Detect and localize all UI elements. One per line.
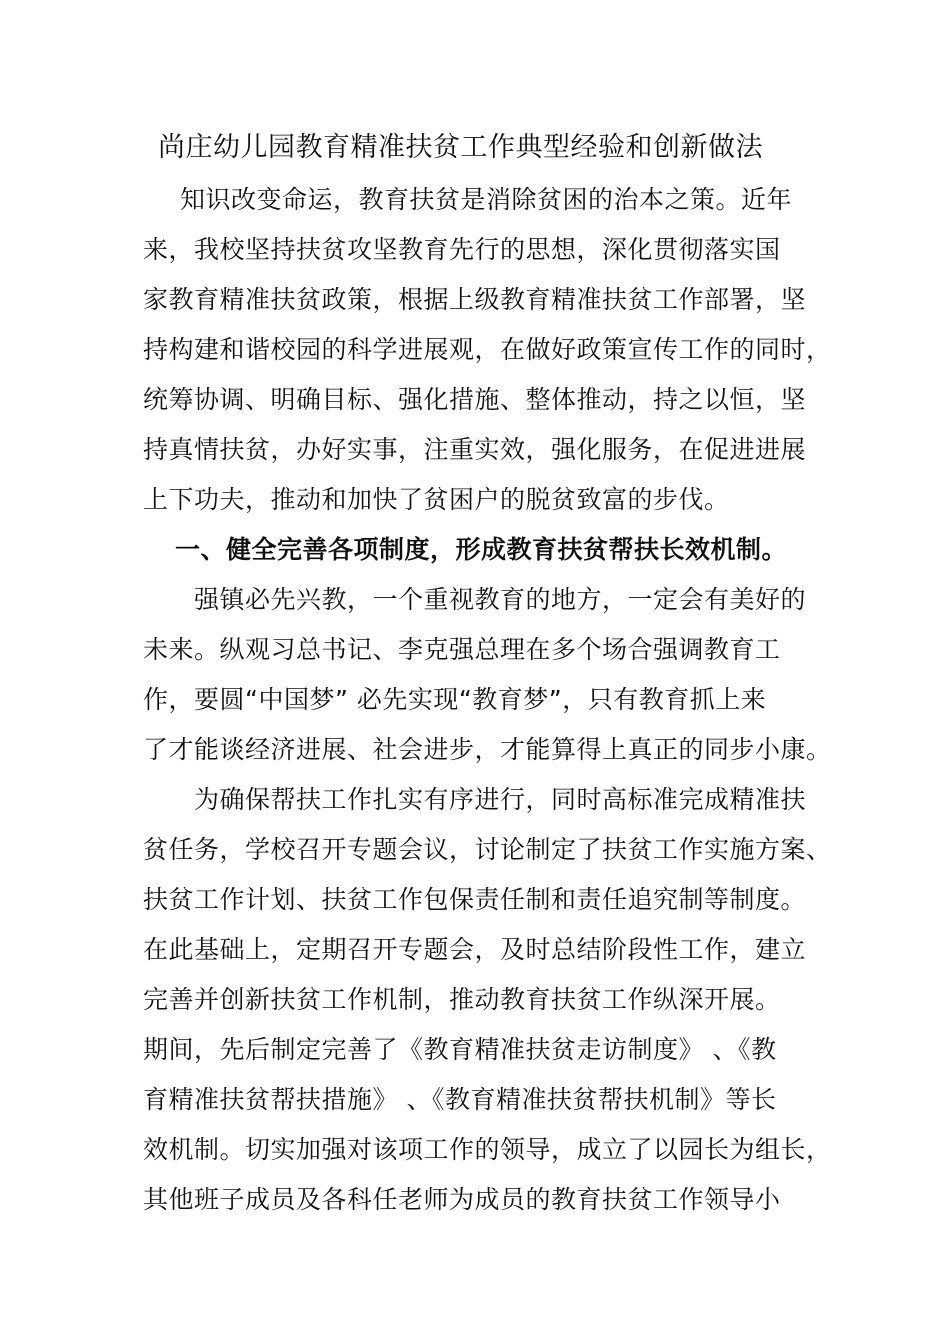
paragraph-line: 统筹协调、明确目标、强化措施、整体推动，持之以恒，坚 — [143, 385, 807, 414]
paragraph-line: 育精准扶贫帮扶措施》 、《教育精准扶贫帮扶机制》等长 — [143, 1085, 777, 1114]
paragraph-line: 持真情扶贫，办好实事，注重实效，强化服务，在促进进展 — [143, 435, 807, 464]
paragraph-line: 其他班子成员及各科任老师为成员的教育扶贫工作领导小 — [143, 1185, 781, 1214]
paragraph-line: 了才能谈经济进展、社会进步，才能算得上真正的同步小康。 — [143, 735, 832, 764]
paragraph-line: 家教育精准扶贫政策，根据上级教育精准扶贫工作部署，坚 — [143, 285, 807, 314]
paragraph-line: 完善并创新扶贫工作机制，推动教育扶贫工作纵深开展。 — [143, 985, 781, 1014]
paragraph-line: 强镇必先兴教，一个重视教育的地方，一定会有美好的 — [194, 585, 807, 614]
paragraph-line: 扶贫工作计划、扶贫工作包保责任制和责任追究制等制度。 — [143, 885, 807, 914]
paragraph-line: 为确保帮扶工作扎实有序进行，同时高标准完成精准扶 — [194, 785, 807, 814]
paragraph-line: 上下功夫，推动和加快了贫困户的脱贫致富的步伐。 — [143, 485, 730, 514]
paragraph-line: 持构建和谐校园的科学进展观，在做好政策宣传工作的同时， — [143, 335, 832, 364]
paragraph-line: 来，我校坚持扶贫攻坚教育先行的思想，深化贯彻落实国 — [143, 235, 781, 264]
paragraph-line: 效机制。切实加强对该项工作的领导，成立了以园长为组长， — [143, 1135, 832, 1164]
section-heading: 一、健全完善各项制度，形成教育扶贫帮扶长效机制。 — [175, 535, 788, 564]
paragraph-line: 贫任务，学校召开专题会议，讨论制定了扶贫工作实施方案、 — [143, 835, 832, 864]
paragraph-line: 未来。纵观习总书记、李克强总理在多个场合强调教育工 — [143, 635, 781, 664]
paragraph-line: 作，要圆“中国梦” 必先实现“教育梦”，只有教育抓上来 — [143, 685, 767, 714]
paragraph-line: 在此基础上，定期召开专题会，及时总结阶段性工作，建立 — [143, 935, 807, 964]
paragraph-line: 知识改变命运，教育扶贫是消除贫困的治本之策。近年 — [180, 185, 793, 214]
paragraph-line: 期间，先后制定完善了《教育精准扶贫走访制度》 、《教 — [143, 1035, 777, 1064]
document-title: 尚庄幼儿园教育精准扶贫工作典型经验和创新做法 — [158, 132, 763, 163]
